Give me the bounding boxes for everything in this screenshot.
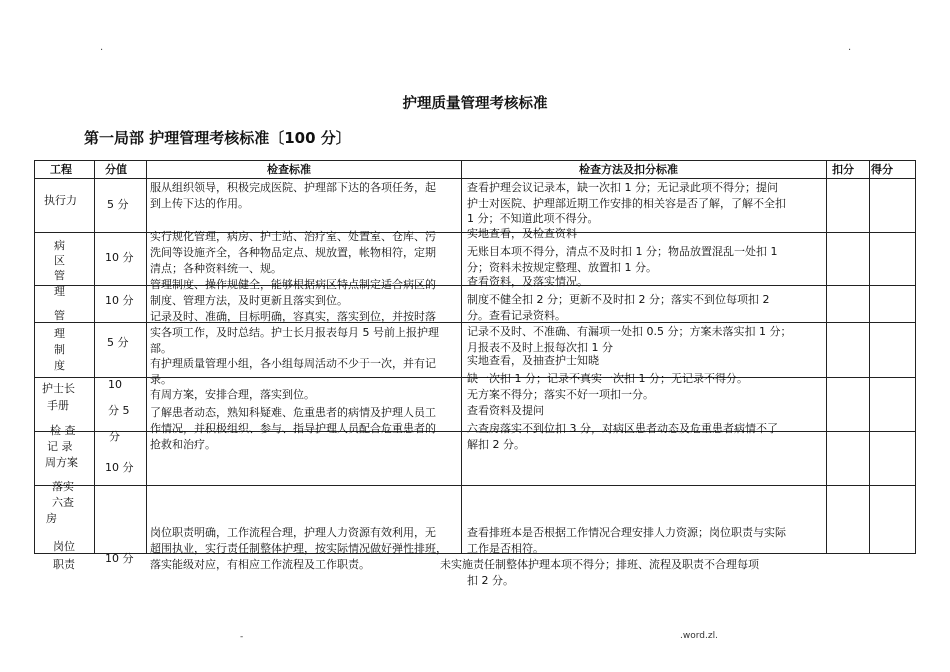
method-line: 六查房落实不到位扣 3 分，对病区患者动态及危重患者病情不了 bbox=[467, 422, 778, 435]
standard-line: 录。 bbox=[150, 373, 172, 386]
item-label: 区 bbox=[54, 254, 65, 267]
score-value: 10 分 bbox=[105, 552, 134, 565]
header-score: 分值 bbox=[105, 163, 127, 176]
standard-line: 抢救和治疗。 bbox=[150, 438, 216, 451]
header-method: 检查方法及扣分标准 bbox=[579, 163, 678, 176]
standard-line: 记录及时、准确，目标明确，容真实，落实到位，并按时落 bbox=[150, 310, 436, 323]
score-value: 5 分 bbox=[107, 336, 129, 349]
standard-line: 超围执业，实行责任制整体护理，按实际情况做好弹性排班， bbox=[150, 542, 447, 555]
standard-line: 到上传下达的作用。 bbox=[150, 197, 249, 210]
method-line: 解扣 2 分。 bbox=[467, 438, 525, 451]
item-label: 度 bbox=[54, 359, 65, 372]
method-line: 工作是否相符。 bbox=[467, 542, 544, 555]
method-line: 记录不及时、不准确、有漏项一处扣 0.5 分；方案未落实扣 1 分； bbox=[467, 325, 792, 338]
item-label: 周方案 bbox=[45, 456, 78, 469]
item-label: 管 bbox=[54, 309, 65, 322]
document-title: 护理质量管理考核标准 bbox=[402, 96, 548, 112]
item-label: 制 bbox=[54, 343, 65, 356]
method-line: 1 分；不知道此项不得分。 bbox=[467, 212, 599, 225]
method-line: 扣 2 分。 bbox=[467, 574, 514, 587]
method-line: 月报表不及时上报每次扣 1 分 bbox=[467, 341, 613, 354]
item-label: 六查 bbox=[52, 496, 74, 509]
score-value: 分 5 bbox=[108, 404, 130, 417]
method-line: 查看护理会议记录本，缺一次扣 1 分；无记录此项不得分；提问 bbox=[467, 181, 778, 194]
standard-line: 实各项工作，及时总结。护士长月报表每月 5 号前上报护理 bbox=[150, 326, 439, 339]
row-divider bbox=[35, 485, 915, 486]
header-item: 工程 bbox=[50, 163, 72, 176]
standard-line: 管理制度、操作规健全，能够根据病区特点制定适合病区的 bbox=[150, 278, 436, 291]
item-label: 落实 bbox=[52, 480, 74, 493]
header-standard: 检查标准 bbox=[267, 163, 311, 176]
method-line: 实地查看，及检查资料 bbox=[467, 227, 577, 240]
standard-line: 作情况，并积极组织、参与、指导护理人员配合危重患者的 bbox=[150, 422, 436, 435]
item-label: 护士长 bbox=[42, 382, 75, 395]
col-divider bbox=[146, 161, 147, 553]
method-line: 实地查看，及抽查护士知晓 bbox=[467, 354, 599, 367]
standard-line: 了解患者动态，熟知科疑难、危重患者的病情及护理人员工 bbox=[150, 406, 436, 419]
score-value: 5 分 bbox=[107, 198, 129, 211]
item-label: 岗位 bbox=[53, 540, 75, 553]
method-line: 未实施责任制整体护理本项不得分；排班、流程及职责不合理每项 bbox=[440, 558, 759, 571]
footer-right: .word.zl. bbox=[680, 631, 718, 641]
corner-mark-right: . bbox=[848, 42, 852, 53]
col-divider bbox=[826, 161, 827, 553]
method-line: 查看资料及提问 bbox=[467, 404, 544, 417]
item-label: 执行力 bbox=[44, 194, 77, 207]
col-divider bbox=[869, 161, 870, 553]
item-label: 职责 bbox=[53, 558, 75, 571]
score-value: 10 分 bbox=[105, 294, 134, 307]
standard-line: 洗间等设施齐全，各种物品定点、规放置，帐物相符，定期 bbox=[150, 246, 436, 259]
section-title: 第一局部 护理管理考核标准〔100 分〕 bbox=[84, 129, 351, 147]
method-line: 查看排班本是否根据工作情况合理安排人力资源；岗位职责与实际 bbox=[467, 526, 786, 539]
method-line: 查看资料，及落实情况。 bbox=[467, 275, 588, 288]
item-label: 理 bbox=[54, 285, 65, 298]
standard-line: 部。 bbox=[150, 342, 172, 355]
method-line: 缺一次扣 1 分；记录不真实一次扣 1 分；无记录不得分。 bbox=[467, 372, 748, 385]
col-divider bbox=[461, 161, 462, 553]
standard-line: 落实能级对应，有相应工作流程及工作职责。 bbox=[150, 558, 370, 571]
item-label: 理 bbox=[54, 327, 65, 340]
item-label: 手册 bbox=[47, 399, 69, 412]
method-line: 无账目本项不得分，清点不及时扣 1 分；物品放置混乱一处扣 1 bbox=[467, 245, 778, 258]
score-value: 10 分 bbox=[105, 251, 134, 264]
standard-line: 实行规化管理，病房、护士站、治疗室、处置室、仓库、污 bbox=[150, 230, 436, 243]
score-value: 分 bbox=[109, 430, 120, 443]
corner-mark-left: . bbox=[100, 42, 104, 53]
standard-line: 制度、管理方法，及时更新且落实到位。 bbox=[150, 294, 348, 307]
item-label: 管 bbox=[54, 269, 65, 282]
header-points: 得分 bbox=[871, 163, 893, 176]
method-line: 护士对医院、护理部近期工作安排的相关容是否了解，了解不全扣 bbox=[467, 197, 786, 210]
header-deduct: 扣分 bbox=[832, 163, 854, 176]
footer-mark: - bbox=[240, 632, 244, 642]
standard-line: 有护理质量管理小组，各小组每周活动不少于一次，并有记 bbox=[150, 357, 436, 370]
standard-line: 清点；各种资料统一、规。 bbox=[150, 262, 282, 275]
standard-line: 有周方案，安排合理，落实到位。 bbox=[150, 388, 315, 401]
item-label: 记 录 bbox=[47, 440, 73, 453]
item-label: 检 查 bbox=[50, 424, 76, 437]
standard-line: 岗位职责明确，工作流程合理，护理人力资源有效利用，无 bbox=[150, 526, 436, 539]
method-line: 无方案不得分；落实不好一项扣一分。 bbox=[467, 388, 654, 401]
score-value: 10 分 bbox=[105, 461, 134, 474]
item-label: 病 bbox=[54, 239, 65, 252]
standard-line: 服从组织领导，积极完成医院、护理部下达的各项任务，起 bbox=[150, 181, 436, 194]
item-label: 房 bbox=[46, 512, 57, 525]
method-line: 分。查看记录资料。 bbox=[467, 309, 566, 322]
row-divider bbox=[35, 178, 915, 179]
col-divider bbox=[94, 161, 95, 553]
method-line: 制度不健全扣 2 分；更新不及时扣 2 分；落实不到位每项扣 2 bbox=[467, 293, 770, 306]
score-value: 10 bbox=[108, 378, 122, 391]
method-line: 分；资料未按规定整理、放置扣 1 分。 bbox=[467, 261, 657, 274]
